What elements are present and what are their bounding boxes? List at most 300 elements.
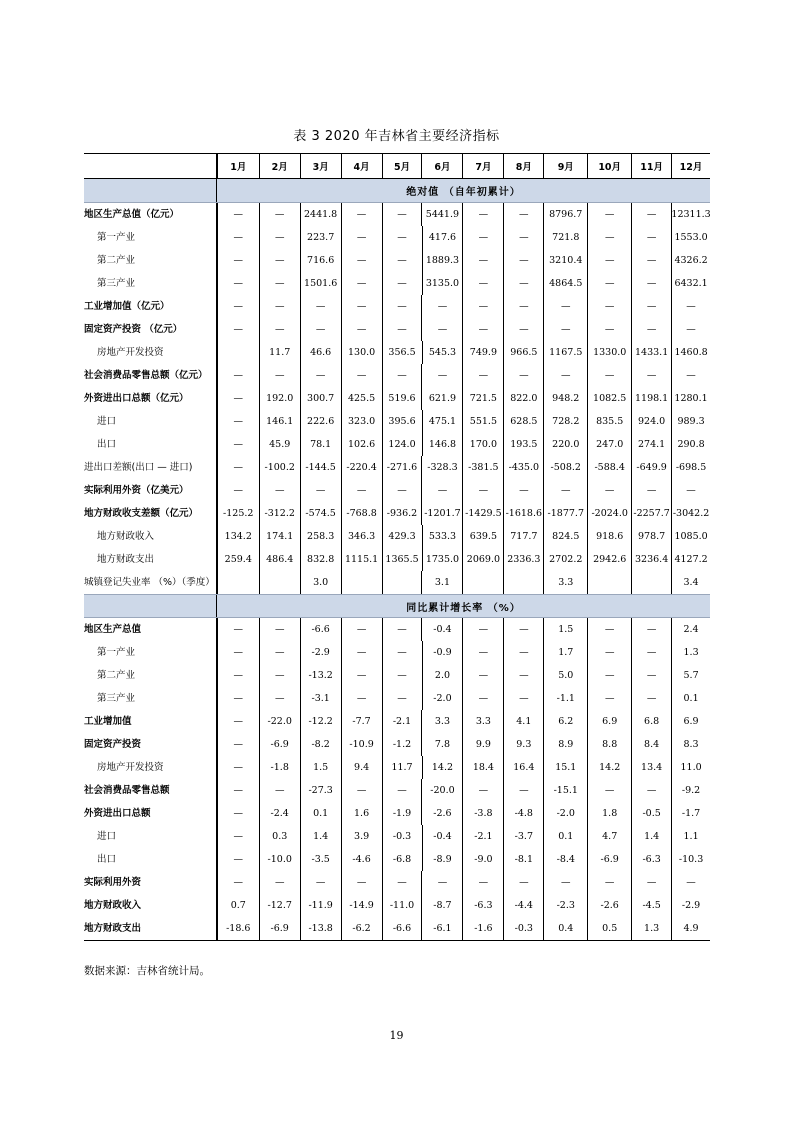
table-cell: -381.5 [462,456,503,479]
month-header: 12月 [671,154,710,178]
table-cell: -435.0 [503,456,543,479]
table-cell: 2942.6 [587,548,631,571]
table-cell: -1201.7 [421,502,462,525]
table-cell: -768.8 [341,502,382,525]
table-cell: — [300,295,341,318]
table-cell: — [587,203,631,226]
table-cell: 1167.5 [543,341,587,364]
month-header: 2月 [259,154,300,178]
table-cell: 1365.5 [382,548,422,571]
table-cell: -4.4 [503,894,543,917]
table-cell: 545.3 [422,341,463,364]
table-cell: — [341,664,382,687]
table-row [84,687,710,710]
table-cell: 14.2 [587,756,631,779]
table-cell: -8.4 [543,848,587,871]
table-cell: 6.2 [543,710,587,733]
row-label: 实际利用外资（亿美元） [84,479,217,502]
table-row [84,917,710,940]
table-cell: 3.3 [462,710,503,733]
table-cell: -3.1 [300,687,341,710]
table-cell: 551.5 [462,410,503,433]
table-cell: -508.2 [543,456,587,479]
table-cell: — [217,410,259,433]
table-cell: 533.3 [422,525,463,548]
table-cell: — [341,249,382,272]
table-cell: -2.0 [543,802,587,825]
table-cell: 9.3 [503,733,543,756]
table-cell: — [462,871,503,894]
table-cell: — [217,272,259,295]
table-cell: -8.7 [421,894,462,917]
month-header: 8月 [503,154,543,178]
table-cell: 192.0 [259,387,300,410]
table-cell: — [341,272,382,295]
table-cell: — [300,479,341,502]
table-cell [462,571,503,594]
table-cell: — [259,295,300,318]
table-cell: — [503,226,543,249]
table-cell: — [587,364,631,387]
row-label: 第一产业 [84,226,217,249]
table-cell: -649.9 [631,456,671,479]
table-cell: — [503,364,543,387]
table-cell: -100.2 [259,456,300,479]
table-cell: 0.3 [259,825,300,848]
table-cell: — [382,779,422,802]
table-cell: 3.9 [341,825,382,848]
table-cell: — [300,871,341,894]
table-cell: 258.3 [300,525,341,548]
table-row [84,825,710,848]
table-cell: -312.2 [259,502,300,525]
table-row [84,641,710,664]
table-cell: — [631,479,671,502]
row-label: 第一产业 [84,641,217,664]
table-cell: -6.1 [421,917,462,940]
table-cell: 4864.5 [543,272,587,295]
table-row [84,525,710,548]
table-cell: -1877.7 [543,502,587,525]
row-label: 进口 [84,825,217,848]
table-cell: 5.0 [543,664,587,687]
table-cell: 193.5 [503,433,543,456]
table-cell: 45.9 [259,433,300,456]
month-header: 7月 [462,154,503,178]
table-cell: 621.9 [421,387,462,410]
section-body-growth [84,618,710,940]
table-cell: -328.3 [421,456,462,479]
table-cell [503,571,543,594]
table-cell: — [543,295,587,318]
table-row [84,664,710,687]
table-cell [217,341,259,364]
table-cell: -6.3 [462,894,503,917]
table-row [84,871,710,894]
section-title-absolute: 绝对值 （自年初累计） [406,187,521,198]
table-cell: — [503,203,543,226]
table-cell: 3.3 [421,710,462,733]
table-cell: — [462,664,503,687]
table-cell: — [543,318,587,341]
table-cell: -3.8 [462,802,503,825]
table-cell: -0.5 [631,802,671,825]
table-row [84,387,710,410]
table-cell: — [300,364,341,387]
table-cell: -125.2 [217,502,259,525]
table-cell: — [587,249,631,272]
table-cell: — [259,249,300,272]
table-cell: — [382,272,422,295]
month-header: 3月 [300,154,341,178]
table-row [84,802,710,825]
table-cell: 0.4 [543,917,587,940]
table-cell: 721.5 [462,387,503,410]
table-cell: -4.6 [341,848,382,871]
table-cell: — [217,295,259,318]
table-row [84,249,710,272]
table-title: 表 3 2020 年吉林省主要经济指标 [293,129,500,144]
row-label: 地方财政支出 [84,917,217,940]
row-label: 地区生产总值（亿元） [84,203,217,226]
row-label: 地方财政收入 [84,525,217,548]
table-cell: 824.5 [543,525,587,548]
row-label: 地方财政支出 [84,548,217,571]
row-label: 外资进出口总额（亿元） [84,387,217,410]
table-cell: — [259,479,300,502]
table-cell: 4.1 [503,710,543,733]
table-cell: — [543,871,587,894]
table-cell: 1735.0 [422,548,463,571]
row-label: 第三产业 [84,687,217,710]
row-label: 社会消费品零售总额（亿元） [84,364,217,387]
table-cell: 918.6 [587,525,631,548]
table-cell: 11.7 [382,756,422,779]
row-label: 进出口差额(出口 — 进口) [84,456,217,479]
table-cell: — [217,364,259,387]
table-cell: 247.0 [587,433,631,456]
table-cell: — [341,871,382,894]
table-cell: 6.9 [671,710,710,733]
table-cell: 222.6 [300,410,341,433]
month-header: 11月 [631,154,671,178]
table-cell: 417.6 [422,226,463,249]
table-cell: 475.1 [422,410,463,433]
table-cell: 2702.2 [543,548,587,571]
table-cell: 749.9 [462,341,503,364]
table-cell: 2336.3 [503,548,543,571]
table-cell: 0.7 [217,894,259,917]
table-cell: — [217,479,259,502]
table-cell: 924.0 [631,410,671,433]
table-cell: — [462,249,503,272]
table-cell: — [217,710,259,733]
table-cell: — [217,756,259,779]
table-cell: -2024.0 [587,502,631,525]
table-cell: 425.5 [341,387,382,410]
table-cell: -14.9 [341,894,382,917]
table-cell: -10.9 [341,733,382,756]
table-cell: 16.4 [503,756,543,779]
table-cell: 3210.4 [543,249,587,272]
table-cell: — [217,618,259,641]
table-cell: — [503,871,543,894]
table-cell: — [341,618,382,641]
table-cell: — [631,249,671,272]
table-cell: — [631,641,671,664]
table-cell: — [341,779,382,802]
table-cell: -9.0 [462,848,503,871]
table-cell: — [382,618,422,641]
row-label: 工业增加值（亿元） [84,295,217,318]
table-cell: 1.3 [631,917,671,940]
table-cell: — [259,871,300,894]
table-cell: -8.1 [503,848,543,871]
table-cell: -271.6 [382,456,422,479]
table-cell: -11.0 [382,894,422,917]
section-corner [84,179,217,202]
table-cell: 259.4 [217,548,259,571]
table-cell: 1501.6 [300,272,341,295]
table-cell: — [462,618,503,641]
table-cell: 1889.3 [422,249,463,272]
table-row [84,364,710,387]
row-label: 第二产业 [84,664,217,687]
table-cell: -1.7 [671,802,710,825]
table-cell: 14.2 [422,756,463,779]
table-cell: — [543,364,587,387]
table-cell: — [259,687,300,710]
table-cell: -11.9 [300,894,341,917]
table-cell: 1085.0 [671,525,710,548]
table-cell: 716.6 [300,249,341,272]
table-cell: — [631,364,671,387]
table-cell: — [382,249,422,272]
table-cell: 146.8 [422,433,463,456]
economic-indicators-table [84,153,710,941]
table-cell: 0.5 [587,917,631,940]
table-cell: -2.6 [587,894,631,917]
table-cell: 832.8 [300,548,341,571]
table-cell: -220.4 [341,456,382,479]
table-cell: 728.2 [543,410,587,433]
row-label: 出口 [84,433,217,456]
table-cell: 486.4 [259,548,300,571]
table-cell: -2.4 [259,802,300,825]
table-cell: — [421,479,462,502]
table-cell: 395.6 [382,410,422,433]
table-cell: -8.2 [300,733,341,756]
table-cell: 78.1 [300,433,341,456]
table-cell: — [631,871,671,894]
table-cell: -13.2 [300,664,341,687]
table-row [84,272,710,295]
table-cell: -10.3 [671,848,710,871]
table-cell: 1.4 [631,825,671,848]
table-cell: — [217,871,259,894]
table-cell: 102.6 [341,433,382,456]
month-header: 9月 [543,154,587,178]
table-cell: — [503,641,543,664]
table-cell: 3135.0 [422,272,463,295]
table-cell: 8.4 [631,733,671,756]
table-cell: -4.5 [631,894,671,917]
table-cell: 220.0 [543,433,587,456]
table-cell: 1553.0 [671,226,710,249]
table-cell: -0.4 [422,825,463,848]
table-cell: 1460.8 [671,341,710,364]
page-number: 19 [389,1029,404,1042]
table-cell: -1.8 [259,756,300,779]
table-cell: 3.4 [671,571,710,594]
table-cell: — [421,295,462,318]
table-cell: -1.6 [462,917,503,940]
table-cell: — [217,641,259,664]
table-cell [341,571,382,594]
table-row [84,226,710,249]
table-cell: -2.1 [462,825,503,848]
table-cell: 3236.4 [631,548,671,571]
table-cell: 2069.0 [462,548,503,571]
row-label: 进口 [84,410,217,433]
table-cell: 6.8 [631,710,671,733]
table-cell: -12.2 [300,710,341,733]
table-cell: 0.1 [300,802,341,825]
table-cell: — [259,641,300,664]
table-cell: — [382,871,422,894]
table-cell: 1198.1 [631,387,671,410]
table-cell: — [341,479,382,502]
row-label: 固定资产投资 [84,733,217,756]
row-label: 城镇登记失业率 （%）（季度） [84,571,217,594]
section-header-growth [84,594,710,618]
table-row [84,894,710,917]
table-cell: — [259,272,300,295]
table-cell: — [462,687,503,710]
table-cell: — [671,364,710,387]
table-cell: 223.7 [300,226,341,249]
table-cell: 2.4 [671,618,710,641]
row-label: 实际利用外资 [84,871,217,894]
table-cell: 8796.7 [543,203,587,226]
table-cell: -2.0 [422,687,463,710]
table-cell: 4127.2 [671,548,710,571]
table-cell: — [382,664,422,687]
table-cell: — [671,318,710,341]
section-title-growth: 同比累计增长率 （%） [406,602,521,614]
section-header-absolute [84,179,710,203]
table-cell: -12.7 [259,894,300,917]
table-cell: — [631,779,671,802]
row-label: 社会消费品零售总额 [84,779,217,802]
table-cell: 3.1 [421,571,462,594]
table-row [84,618,710,641]
table-cell: — [462,779,503,802]
table-cell: -6.9 [587,848,631,871]
table-cell: — [587,687,631,710]
table-cell: — [503,295,543,318]
table-cell: — [503,249,543,272]
table-cell: -6.6 [382,917,422,940]
table-cell: 134.2 [217,525,259,548]
table-cell: 4.9 [671,917,710,940]
table-cell: — [259,226,300,249]
table-cell: 8.3 [671,733,710,756]
table-cell: 290.8 [671,433,710,456]
table-cell: 346.3 [341,525,382,548]
section-corner [84,595,217,617]
table-cell: — [631,618,671,641]
table-cell: -1.1 [543,687,587,710]
table-cell: — [503,479,543,502]
table-cell: 170.0 [462,433,503,456]
table-cell: -6.9 [259,733,300,756]
section-body-absolute [84,203,710,594]
table-cell: 4.7 [587,825,631,848]
table-cell: -2.1 [382,710,422,733]
table-cell: -2.3 [543,894,587,917]
table-cell: 978.7 [631,525,671,548]
month-header: 10月 [587,154,631,178]
table-cell: -1.2 [382,733,422,756]
table-cell: -0.9 [422,641,463,664]
table-cell: 9.4 [341,756,382,779]
table-row [84,295,710,318]
table-cell: 5.7 [671,664,710,687]
table-cell: 356.5 [382,341,422,364]
row-label: 外资进出口总额 [84,802,217,825]
table-cell: — [259,203,300,226]
table-cell: — [217,456,259,479]
table-cell: 12311.3 [671,203,710,226]
table-cell [382,571,422,594]
table-cell: 3.3 [543,571,587,594]
table-cell: — [300,318,341,341]
table-cell: 1.1 [671,825,710,848]
month-header: 6月 [421,154,462,178]
table-cell: 1.6 [341,802,382,825]
table-cell: — [382,641,422,664]
table-cell: — [503,779,543,802]
table-cell: 13.4 [631,756,671,779]
table-cell: — [462,364,503,387]
table-cell: — [503,687,543,710]
table-cell: — [503,618,543,641]
table-cell: -0.4 [421,618,462,641]
table-cell: -2.9 [671,894,710,917]
table-cell: 519.6 [382,387,422,410]
table-cell: 46.6 [300,341,341,364]
table-cell: 18.4 [462,756,503,779]
table-cell: 6.9 [587,710,631,733]
header-corner [84,154,217,178]
table-row [84,456,710,479]
table-cell: — [462,479,503,502]
table-cell: — [631,687,671,710]
row-label: 出口 [84,848,217,871]
table-cell: -936.2 [382,502,422,525]
table-cell: — [631,295,671,318]
table-cell: -8.9 [422,848,463,871]
table-cell: -6.3 [631,848,671,871]
row-label: 固定资产投资 （亿元） [84,318,217,341]
table-cell: 8.9 [543,733,587,756]
table-cell: — [217,848,259,871]
table-cell: 15.1 [543,756,587,779]
table-cell: — [421,871,462,894]
table-cell: — [631,664,671,687]
table-cell: — [382,687,422,710]
